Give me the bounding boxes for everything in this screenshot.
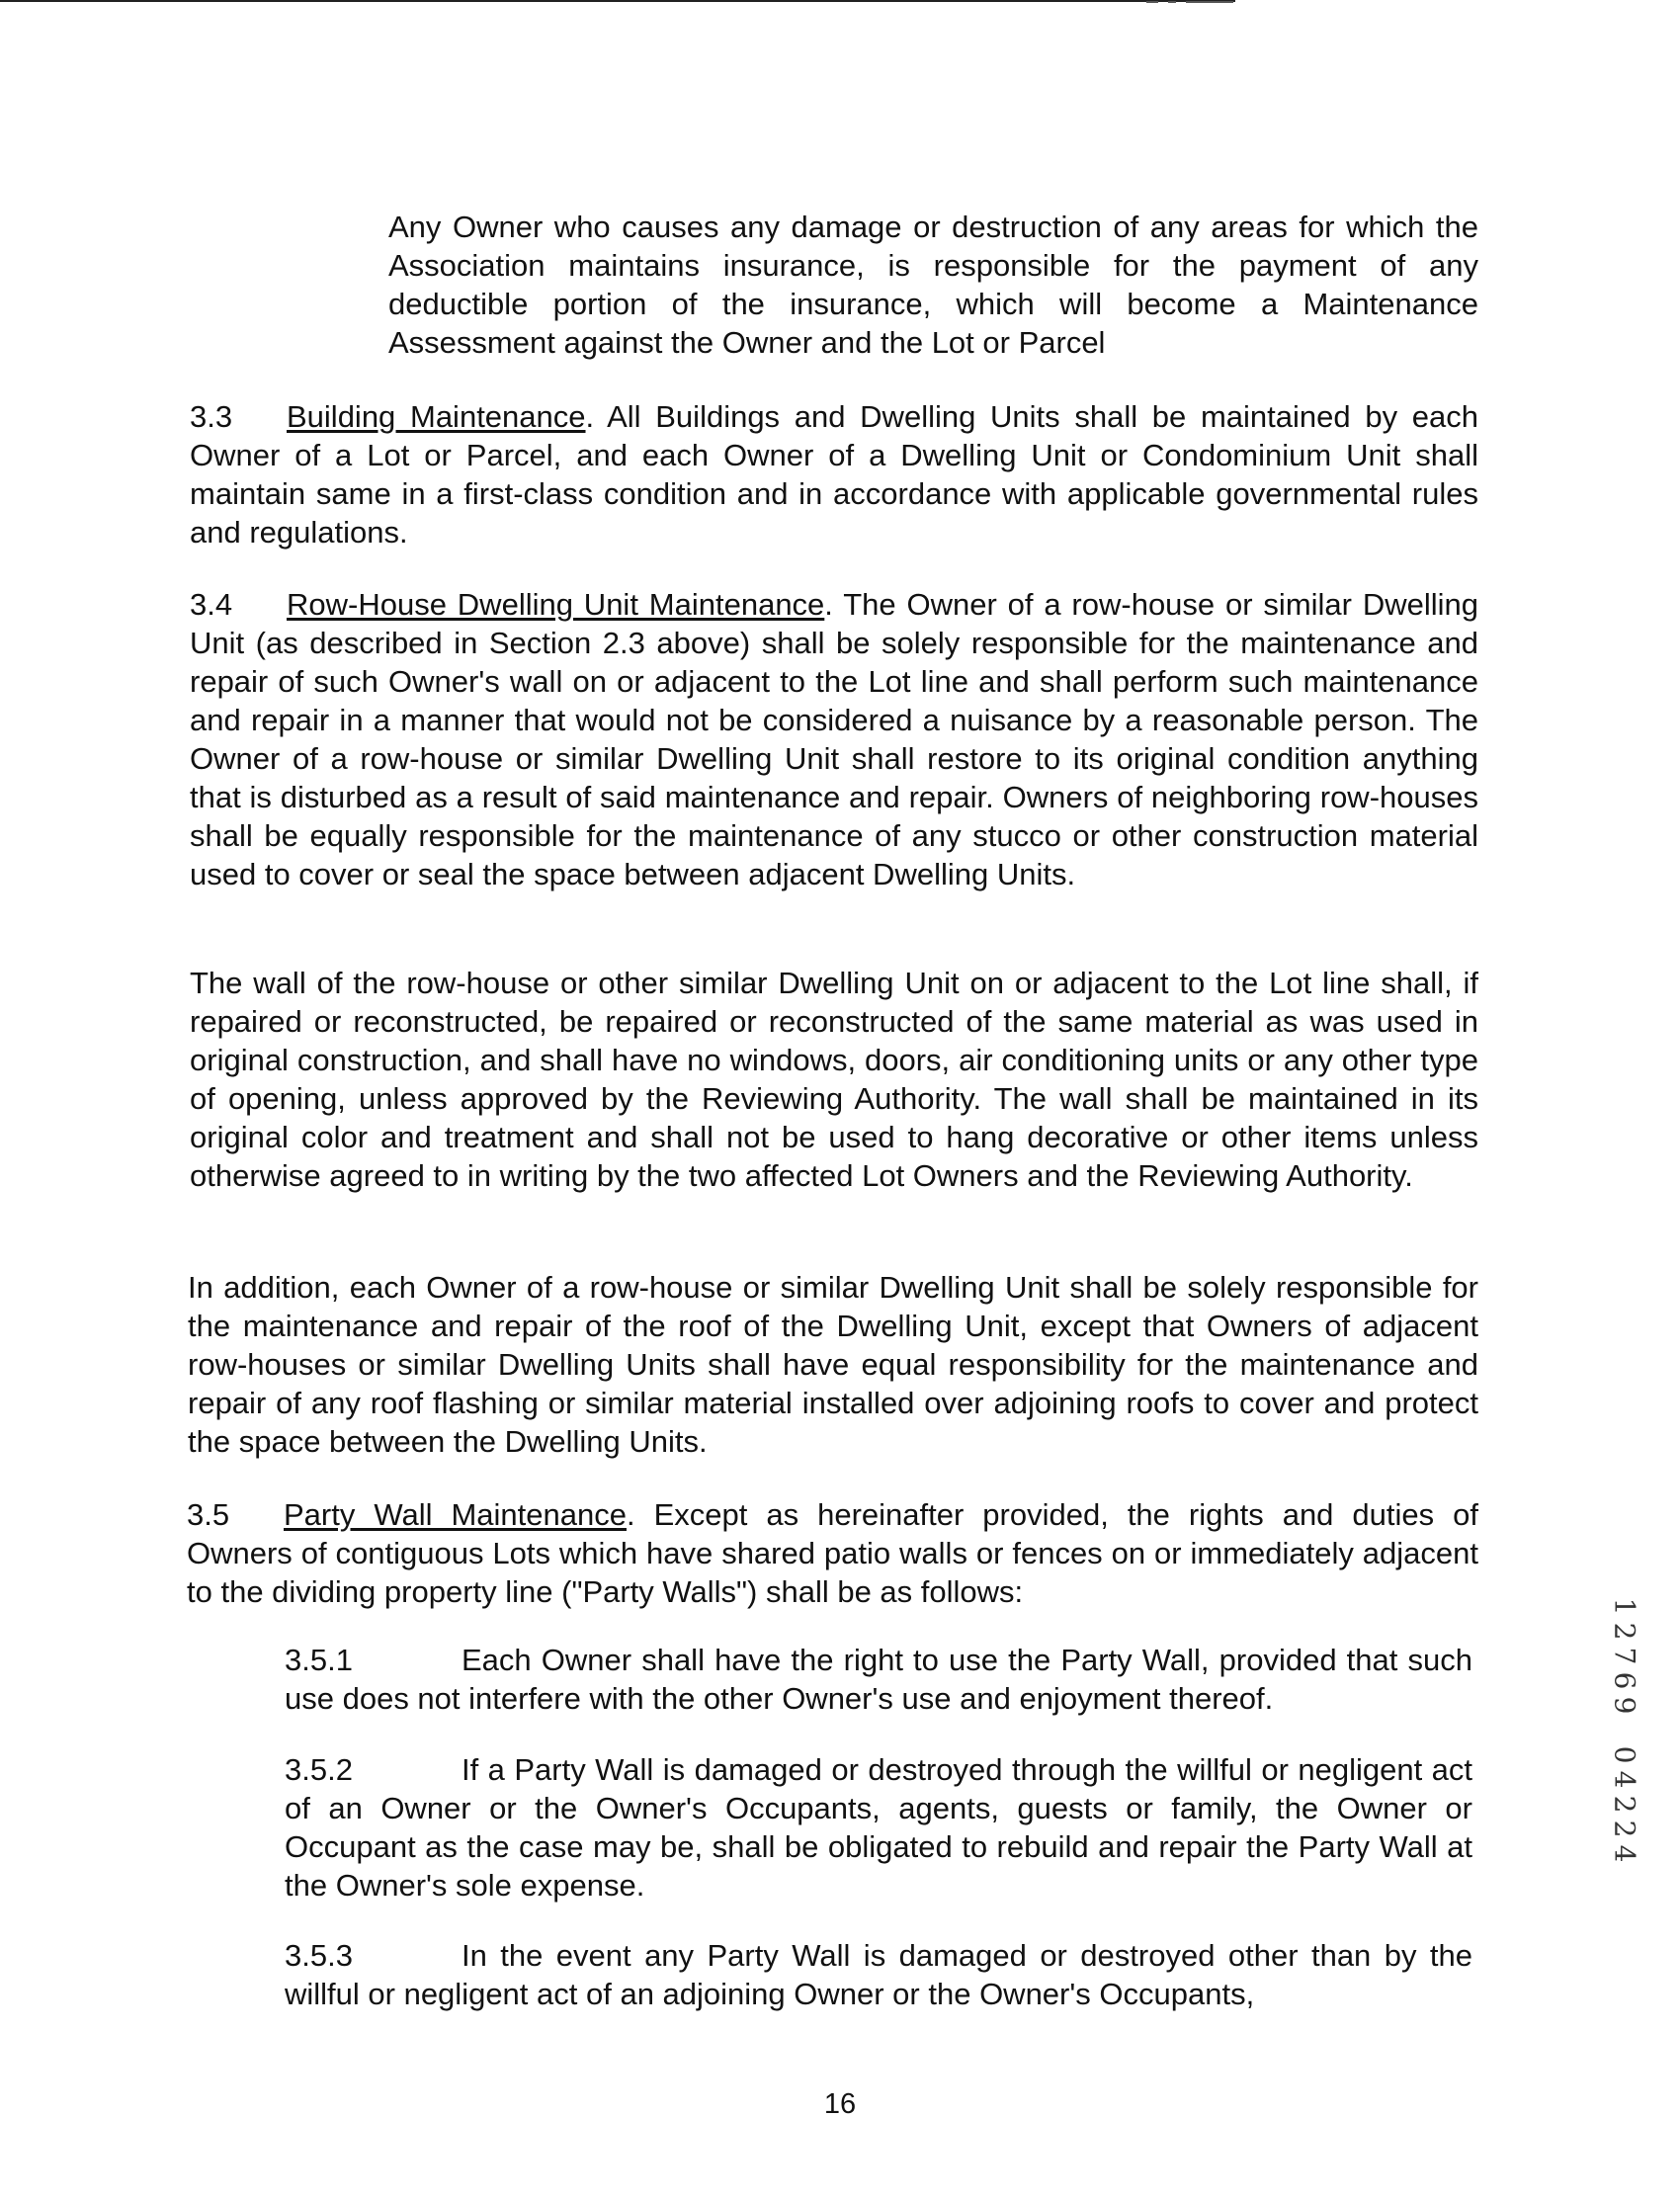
stamp-digit: 6 — [1608, 1671, 1641, 1690]
recording-stamp-number — [1605, 1594, 1644, 1891]
subsection-body: If a Party Wall is damaged or destroyed through the willful or negligent act of an Owner or the Owner's Occupants, agents, guests or family, the Owner or Occupant as the case may be, shall be obligated to rebuild and repair the Party Wall at the Owner's sole expense. — [285, 1752, 1472, 1903]
section-3-5 — [187, 1495, 1478, 1611]
section-heading: Row-House Dwelling Unit Maintenance — [287, 587, 825, 622]
section-3-4-paragraph-2: The wall of the row-house or other similar Dwelling Unit on or adjacent to the Lot line shall, if repaired or reconstructed, be repaired or reconstructed of the same material as was used in original construction, and shall have no windows, doors, air conditioning units or any other type of opening, unless approved by the Reviewing Authority. The wall shall be maintained in its original color and treatment and shall not be used to hang decorative or other items unless otherwise agreed to in writing by the two affected Lot Owners and the Reviewing Authority. — [190, 966, 1478, 1193]
section-number: 3.4 — [190, 587, 233, 622]
page-number: 16 — [823, 2088, 857, 2120]
subsection-body: In the event any Party Wall is damaged or destroyed other than by the willful or negligent act of an adjoining Owner or the Owner's Occupants, — [285, 1938, 1472, 2011]
subsection-3-5-2 — [285, 1750, 1472, 1905]
stamp-digit: 2 — [1608, 1622, 1641, 1641]
section-heading: Party Wall Maintenance — [284, 1497, 627, 1532]
stamp-digit: 0 — [1608, 1745, 1641, 1764]
section-heading: Building Maintenance — [287, 399, 586, 434]
intro-paragraph: Any Owner who causes any damage or destruction of any areas for which the Association maintains insurance, is responsible for the payment of any deductible portion of the insurance, which will become a Maintenance Assessment against the Owner and the Lot or Parcel — [388, 210, 1478, 360]
section-number: 3.3 — [190, 399, 233, 434]
subsection-3-5-3 — [285, 1936, 1472, 2013]
section-body: . The Owner of a row-house or similar Dwelling Unit (as described in Section 2.3 above) shall be solely responsible for the maintenance and repair of such Owner's wall on or adjacent to the Lot line and shall perform such maintenance and repair in a manner that would not be considered a nuisance by a reasonable person. The Owner of a row-house or similar Dwelling Unit shall restore to its original condition anything that is disturbed as a result of said maintenance and repair. Owners of neighboring row-houses shall be equally responsible for the maintenance of any stucco or other construction material used to cover or seal the space between adjacent Dwelling Units. — [190, 587, 1478, 891]
subsection-number: 3.5.2 — [285, 1752, 353, 1787]
section-body: . All Buildings and Dwelling Units shall be maintained by each Owner of a Lot or Parcel, and each Owner of a Dwelling Unit or Condominium Unit shall maintain same in a first-class condition and in accordance with applicable governmental rules and regulations. — [190, 399, 1478, 550]
stamp-digit: 7 — [1608, 1647, 1641, 1665]
stamp-digit: 9 — [1608, 1696, 1641, 1715]
stamp-digit: 2 — [1608, 1820, 1641, 1838]
section-3-3 — [190, 397, 1478, 551]
section-3-4 — [190, 585, 1478, 893]
section-3-4-paragraph-3: In addition, each Owner of a row-house or similar Dwelling Unit shall be solely responsible for the maintenance and repair of the roof of the Dwelling Unit, except that Owners of adjacent row-houses or similar Dwelling Units shall have equal responsibility for the maintenance and repair of any roof flashing or similar material installed over adjoining roofs to cover and protect the space between the Dwelling Units. — [188, 1270, 1478, 1459]
section-number: 3.5 — [187, 1497, 230, 1532]
subsection-3-5-1 — [285, 1641, 1472, 1718]
section-body: . Except as hereinafter provided, the rights and duties of Owners of contiguous Lots which have shared patio walls or fences on or immediately adjacent to the dividing property line ("Party Walls") shall be as follows: — [187, 1497, 1478, 1609]
subsection-body: Each Owner shall have the right to use the Party Wall, provided that such use does not interfere with the other Owner's use and enjoyment thereof. — [285, 1643, 1472, 1716]
stamp-digit: 4 — [1608, 1844, 1641, 1863]
stamp-gap — [1613, 1726, 1638, 1735]
stamp-digit: 4 — [1608, 1770, 1641, 1789]
stamp-digit: 1 — [1608, 1597, 1641, 1616]
subsection-number: 3.5.1 — [285, 1643, 353, 1677]
stamp-digit: 2 — [1608, 1795, 1641, 1814]
subsection-number: 3.5.3 — [285, 1938, 353, 1973]
